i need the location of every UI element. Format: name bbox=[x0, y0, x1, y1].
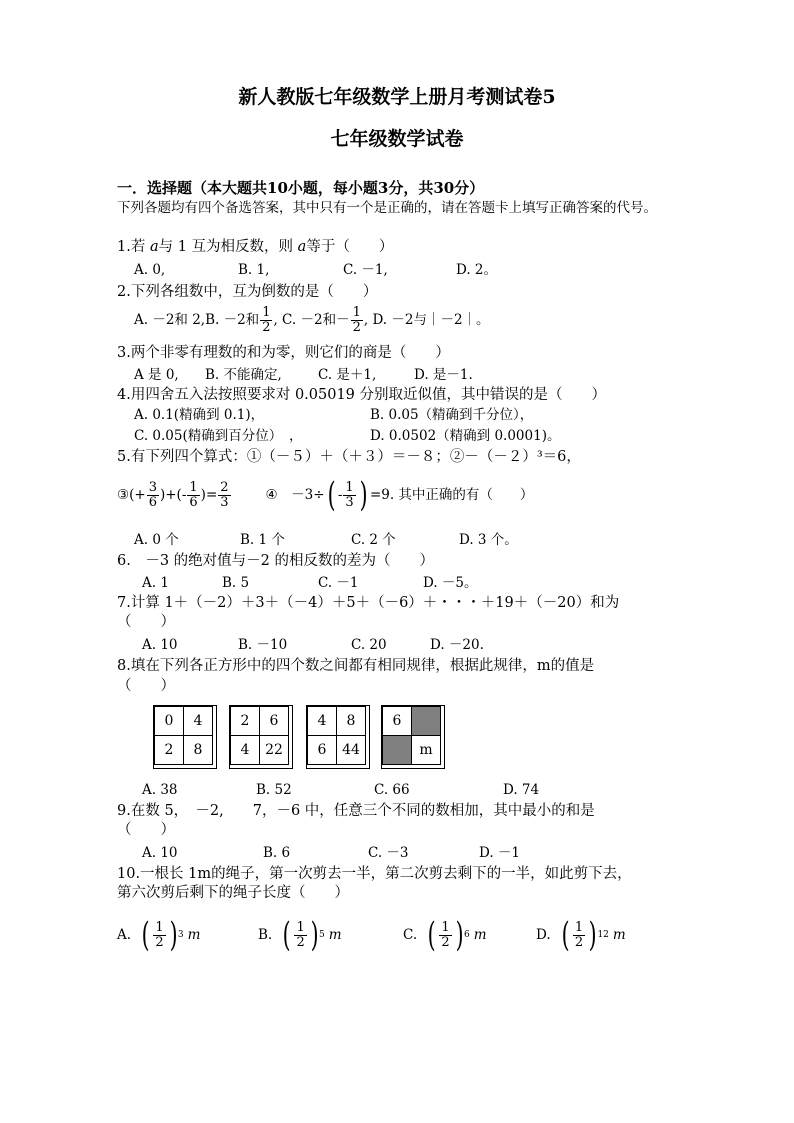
square-cell: 8 bbox=[337, 707, 366, 736]
q6-option-a: A. 1 bbox=[142, 575, 169, 591]
q4-option-d: D. 0.0502（精确到 0.0001)。 bbox=[370, 428, 561, 444]
q5-fraction bbox=[187, 481, 199, 509]
q6-option-d: D. －5。 bbox=[423, 575, 478, 591]
q10-fraction bbox=[153, 921, 165, 949]
q9-option-a: A. 10 bbox=[142, 845, 178, 861]
q1-option-b: B. 1, bbox=[238, 262, 270, 278]
exponent: 6 bbox=[463, 930, 470, 940]
q8-option-b: B. 52 bbox=[256, 782, 292, 798]
q8-option-d: D. 74 bbox=[503, 782, 540, 798]
frac-den: 3 bbox=[345, 494, 354, 510]
q2-option-a: A. －2和 2, bbox=[134, 312, 206, 328]
frac-num: 1 bbox=[441, 919, 450, 935]
question-7-stem: 7.计算 1＋（－2）＋3＋（－4）＋5＋（－6）＋・・・＋19＋（－20）和为 bbox=[117, 595, 620, 611]
q5-expr4-post: =9. 其中正确的有（ ） bbox=[369, 487, 534, 503]
frac-den: 2 bbox=[262, 319, 271, 335]
q2-option-c: , C. －2和－ bbox=[273, 312, 350, 328]
question-9-stem: 9.在数 5， －2, 7，－6 中，任意三个不同的数相加，其中最小的和是 bbox=[117, 803, 595, 819]
option-label: A. bbox=[117, 927, 132, 943]
q10-option-b bbox=[258, 913, 342, 957]
square-cell: 2 bbox=[155, 736, 184, 765]
q2-fraction bbox=[260, 306, 272, 334]
frac-num: 3 bbox=[148, 479, 157, 495]
question-6-stem: 6. －3 的绝对值与－2 的相反数的差为（ ） bbox=[117, 553, 435, 569]
q5-expressions: ③(+ $\frac{3}{6}$ )+(- $\frac{1}{6}$ )= $\frac{2}{3}$ ④ －3÷ ( - $\frac{1}{3}$ ) =9. 其中正确的有（ ） bbox=[117, 475, 534, 515]
frac-den: 2 bbox=[352, 319, 361, 335]
square-cell: 6 bbox=[308, 736, 337, 765]
q1-option-a: A. 0, bbox=[134, 262, 166, 278]
frac-den: 2 bbox=[155, 934, 164, 950]
option-label: C. bbox=[403, 927, 418, 943]
q1-option-d: D. 2。 bbox=[456, 262, 498, 278]
q1-option-c: C. －1, bbox=[343, 262, 388, 278]
question-5-stem: 5.有下列四个算式：①（－５）＋（＋３）＝－８；②－（－２）³＝6， bbox=[117, 449, 581, 465]
square-cell: 6 bbox=[260, 707, 289, 736]
option-label: D. bbox=[536, 927, 551, 943]
q9-option-b: B. 6 bbox=[263, 845, 291, 861]
q6-option-c: C. －1 bbox=[318, 575, 359, 591]
frac-num: 1 bbox=[155, 919, 164, 935]
option-label: B. bbox=[258, 927, 273, 943]
exponent: 12 bbox=[597, 930, 609, 940]
q4-option-b: B. 0.05（精确到千分位）， bbox=[370, 407, 534, 423]
question-1-stem bbox=[117, 238, 393, 256]
frac-num: 1 bbox=[262, 304, 271, 320]
frac-num: 1 bbox=[352, 304, 361, 320]
q7-option-c: C. 20 bbox=[351, 637, 387, 653]
exponent: 5 bbox=[319, 930, 325, 940]
unit: m bbox=[473, 927, 487, 943]
q3-option-a: A 是 0, bbox=[134, 367, 179, 383]
q1-variable: a bbox=[149, 239, 159, 255]
q5-option-d: D. 3 个。 bbox=[459, 532, 518, 548]
q9-answer-paren: （ ） bbox=[117, 822, 175, 838]
square-cell: 4 bbox=[231, 736, 260, 765]
square-cell: m bbox=[412, 736, 441, 765]
section-instruction: 下列各题均有四个备选答案，其中只有一个是正确的，请在答题卡上填写正确答案的代号。 bbox=[117, 200, 657, 216]
frac-den: 2 bbox=[441, 934, 450, 950]
q10-option-d bbox=[536, 913, 626, 957]
q9-option-d: D. －1 bbox=[479, 845, 521, 861]
frac-num: 1 bbox=[574, 919, 584, 935]
frac-den: 2 bbox=[574, 934, 584, 950]
number-square-2 bbox=[229, 705, 293, 769]
q7-option-b: B. －10 bbox=[238, 637, 288, 653]
q5-expr3-eq: )= bbox=[200, 487, 218, 503]
left-paren-icon: ( bbox=[141, 915, 150, 955]
q8-option-a: A. 38 bbox=[142, 782, 178, 798]
q2-options bbox=[134, 300, 490, 340]
number-square-3 bbox=[306, 705, 370, 769]
q2-fraction bbox=[351, 306, 363, 334]
square-cell: 8 bbox=[184, 736, 213, 765]
right-paren-icon: ) bbox=[310, 915, 319, 955]
number-square-1 bbox=[153, 705, 217, 769]
q5-expr3-pre: ③(+ bbox=[117, 487, 146, 503]
q5-fraction bbox=[343, 481, 355, 509]
frac-num: 1 bbox=[189, 479, 198, 495]
q6-option-b: B. 5 bbox=[222, 575, 250, 591]
frac-den: 6 bbox=[189, 494, 198, 510]
frac-num: 1 bbox=[345, 479, 354, 495]
q10-fraction bbox=[294, 921, 306, 949]
q9-option-c: C. －3 bbox=[368, 845, 409, 861]
q3-option-b: B. 不能确定, bbox=[205, 367, 282, 383]
q7-answer-paren: （ ） bbox=[117, 614, 175, 630]
unit: m bbox=[187, 927, 201, 943]
q2-option-b: B. －2和 bbox=[205, 312, 260, 328]
shaded-cell bbox=[412, 707, 441, 736]
question-8-stem: 8.填在下列各正方形中的四个数之间都有相同规律，根据此规律，m的值是 bbox=[117, 658, 595, 674]
right-paren-icon: ) bbox=[455, 915, 464, 955]
q1-text-post: 等于（ ） bbox=[306, 239, 394, 255]
question-10-stem-line2: 第六次剪后剩下的绳子长度（ ） bbox=[117, 885, 349, 901]
frac-num: 2 bbox=[220, 479, 229, 495]
q5-option-b: B. 1 个 bbox=[240, 532, 285, 548]
shaded-cell bbox=[383, 736, 412, 765]
q8-option-c: C. 66 bbox=[374, 782, 410, 798]
right-paren-icon: ) bbox=[588, 915, 597, 955]
square-cell: 2 bbox=[231, 707, 260, 736]
unit: m bbox=[612, 927, 626, 943]
q10-option-a bbox=[117, 913, 200, 957]
square-cell: 6 bbox=[383, 707, 412, 736]
section-heading: 一．选择题（本大题共10小题，每小题3分，共30分） bbox=[117, 179, 485, 197]
square-cell: 4 bbox=[184, 707, 213, 736]
left-paren-icon: ( bbox=[561, 915, 570, 955]
q10-fraction bbox=[573, 921, 585, 949]
q5-expr3-mid: )+(- bbox=[159, 487, 187, 503]
left-paren-icon: ( bbox=[427, 915, 436, 955]
q10-fraction bbox=[439, 921, 451, 949]
q7-option-d: D. －20. bbox=[430, 637, 484, 653]
right-paren-icon: ) bbox=[169, 915, 178, 955]
number-square-4 bbox=[381, 705, 445, 769]
question-3-stem: 3.两个非零有理数的和为零，则它们的商是（ ） bbox=[117, 345, 450, 361]
q10-option-c bbox=[403, 913, 487, 957]
q5-option-a: A. 0 个 bbox=[134, 532, 179, 548]
q7-option-a: A. 10 bbox=[142, 637, 178, 653]
q2-option-d: , D. －2与｜－2｜。 bbox=[363, 312, 490, 328]
question-10-stem: 10.一根长 1m的绳子，第一次剪去一半，第二次剪去剩下的一半，如此剪下去， bbox=[117, 866, 632, 882]
frac-den: 2 bbox=[296, 934, 305, 950]
q4-option-c: C. 0.05(精确到百分位） ， bbox=[134, 428, 303, 444]
q1-variable: a bbox=[297, 239, 307, 255]
question-2-stem: 2.下列各组数中，互为倒数的是（ ） bbox=[117, 284, 378, 300]
square-cell: 4 bbox=[308, 707, 337, 736]
q1-text-pre: 1.若 bbox=[117, 239, 150, 255]
right-paren-icon: ) bbox=[359, 475, 368, 515]
q5-option-c: C. 2 个 bbox=[351, 532, 396, 548]
page-subtitle: 七年级数学试卷 bbox=[330, 128, 464, 150]
q5-fraction bbox=[147, 481, 159, 509]
left-paren-icon: ( bbox=[282, 915, 291, 955]
q1-text-mid: 与 1 互为相反数，则 bbox=[158, 239, 298, 255]
square-cell: 22 bbox=[260, 736, 289, 765]
page-title: 新人教版七年级数学上册月考测试卷5 bbox=[238, 86, 556, 108]
q4-option-a: A. 0.1(精确到 0.1)， bbox=[134, 407, 265, 423]
question-4-stem: 4.用四舍五入法按照要求对 0.05019 分别取近似值，其中错误的是（ ） bbox=[117, 387, 607, 403]
q8-answer-paren: （ ） bbox=[117, 678, 175, 694]
frac-den: 3 bbox=[220, 494, 229, 510]
square-cell: 44 bbox=[337, 736, 366, 765]
q5-expr4-pre: ④ －3÷ bbox=[265, 487, 325, 503]
q3-option-c: C. 是＋1, bbox=[318, 367, 377, 383]
frac-num: 1 bbox=[296, 919, 305, 935]
frac-den: 6 bbox=[148, 494, 157, 510]
exponent: 3 bbox=[177, 930, 184, 940]
square-cell: 0 bbox=[155, 707, 184, 736]
left-paren-icon: ( bbox=[327, 475, 336, 515]
q5-fraction bbox=[218, 481, 230, 509]
q3-option-d: D. 是－1. bbox=[414, 367, 473, 383]
unit: m bbox=[328, 927, 342, 943]
